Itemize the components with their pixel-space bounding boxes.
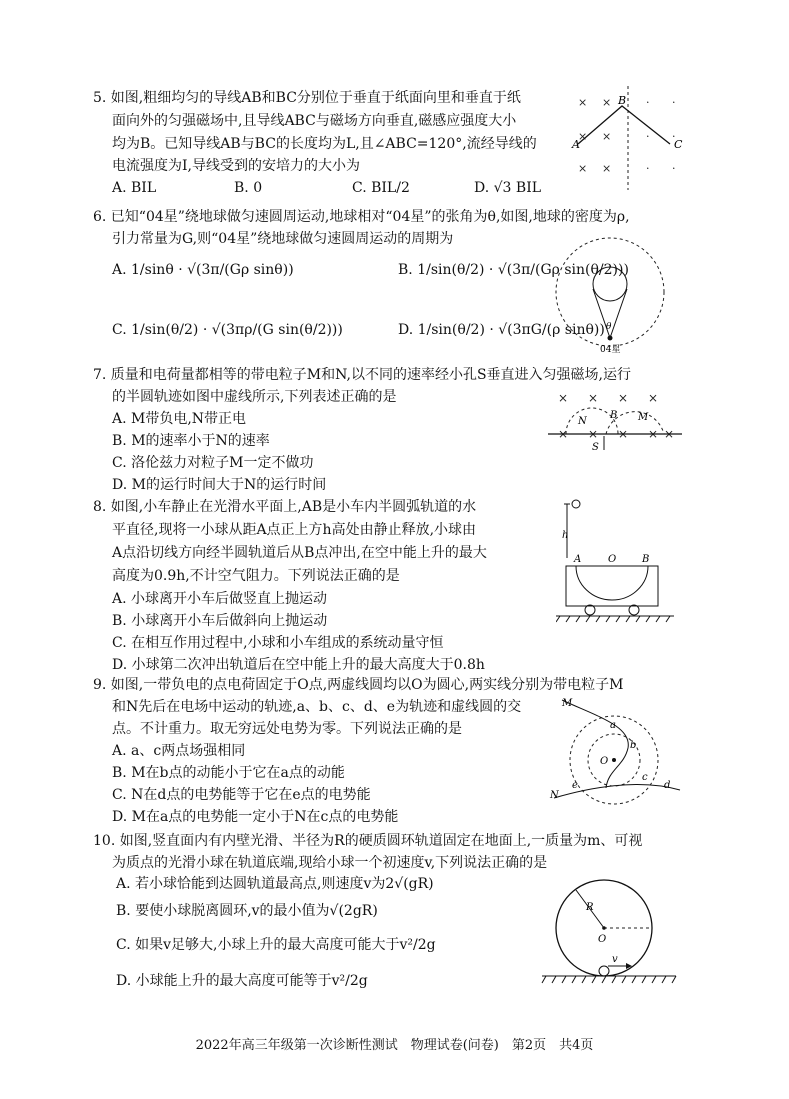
svg-text:×: × bbox=[648, 391, 659, 405]
svg-text:×: × bbox=[558, 391, 569, 405]
q10-label-o: O bbox=[598, 934, 607, 945]
q7-label-n: N bbox=[578, 416, 587, 427]
q6-option-a: A. 1/sinθ · √(3π/(Gρ sinθ)) bbox=[112, 262, 294, 278]
q8-label-h: h bbox=[562, 530, 569, 541]
svg-text:×: × bbox=[578, 96, 588, 109]
svg-text:·: · bbox=[672, 130, 676, 143]
q9-line-2: 和N先后在电场中运动的轨迹,a、b、c、d、e为轨迹和虚线圆的交 bbox=[112, 699, 522, 715]
q9-option-a: A. a、c两点场强相同 bbox=[112, 743, 246, 759]
svg-text:×: × bbox=[602, 130, 612, 143]
q5-option-a: A. BIL bbox=[112, 180, 157, 196]
q10-option-d: D. 小球能上升的最大高度可能等于v²/2g bbox=[116, 973, 368, 989]
q6-line-2: 引力常量为G,则“04星”绕地球做匀速圆周运动的周期为 bbox=[112, 231, 454, 247]
q7-option-a: A. M带负电,N带正电 bbox=[112, 411, 247, 427]
svg-text:·: · bbox=[672, 162, 676, 175]
q6-line-1: 6. 已知“04星”绕地球做匀速圆周运动,地球相对“04星”的张角为θ,如图,地球的密度为ρ, bbox=[93, 209, 630, 225]
svg-text:×: × bbox=[602, 162, 612, 175]
svg-text:×: × bbox=[602, 96, 612, 109]
q7-line-1: 7. 质量和电荷量都相等的带电粒子M和N,以不同的速率经小孔S垂直进入匀强磁场,运行 bbox=[93, 367, 631, 383]
q9-label-a: a bbox=[610, 720, 616, 731]
q7-label-m: M bbox=[638, 412, 649, 423]
page-footer: 2022年高三年级第一次诊断性测试 物理试卷(问卷) 第2页 共4页 bbox=[195, 1038, 594, 1053]
q8-option-a: A. 小球离开小车后做竖直上抛运动 bbox=[112, 591, 328, 607]
q5-label-a: A bbox=[572, 138, 580, 151]
q9-label-m: M bbox=[562, 698, 573, 709]
q10-figure bbox=[540, 878, 680, 990]
q5-option-b: B. 0 bbox=[234, 180, 263, 196]
q9-label-n: N bbox=[550, 790, 559, 801]
q9-label-o: O bbox=[600, 756, 609, 767]
svg-text:·: · bbox=[646, 130, 650, 143]
q7-line-2: 的半圆轨迹如图中虚线所示,下列表述正确的是 bbox=[112, 389, 397, 405]
q9-label-b: b bbox=[630, 740, 637, 751]
q5-label-c: C bbox=[674, 138, 683, 151]
q10-option-b: B. 要使小球脱离圆环,v的最小值为√(2gR) bbox=[116, 903, 378, 919]
q5-line-4: 电流强度为I,导线受到的安培力的大小为 bbox=[112, 158, 360, 174]
q6-figure bbox=[552, 234, 672, 356]
q9-line-3: 点。不计重力。取无穷远处电势为零。下列说法正确的是 bbox=[112, 721, 462, 737]
q7-option-d: D. M的运行时间大于N的运行时间 bbox=[112, 477, 327, 493]
q8-option-c: C. 在相互作用过程中,小球和小车组成的系统动量守恒 bbox=[112, 635, 444, 651]
q9-label-e: e bbox=[572, 780, 578, 791]
q9-label-c: c bbox=[642, 772, 648, 783]
q5-label-b: B bbox=[618, 94, 627, 107]
svg-text:×: × bbox=[618, 391, 629, 405]
svg-text:×: × bbox=[618, 427, 629, 441]
q8-option-d: D. 小球第二次冲出轨道后在空中能上升的最大高度大于0.8h bbox=[112, 657, 485, 673]
q8-label-b: B bbox=[642, 554, 650, 565]
q9-label-d: d bbox=[664, 780, 671, 791]
q5-option-d: D. √3 BIL bbox=[474, 180, 542, 196]
q10-option-c: C. 如果v足够大,小球上升的最大高度可能大于v²/2g bbox=[116, 937, 436, 953]
q8-line-2: 平直径,现将一小球从距A点正上方h高处由静止释放,小球由 bbox=[112, 522, 477, 538]
q8-label-a: A bbox=[574, 554, 582, 565]
svg-text:×: × bbox=[578, 130, 588, 143]
q9-option-d: D. M在a点的电势能一定小于N在c点的电势能 bbox=[112, 809, 399, 825]
q5-figure bbox=[570, 84, 690, 194]
svg-text:×: × bbox=[664, 427, 675, 441]
q10-label-v: v bbox=[612, 954, 618, 965]
q9-option-c: C. N在d点的电势能等于它在e点的电势能 bbox=[112, 787, 371, 803]
q8-line-1: 8. 如图,小车静止在光滑水平面上,AB是小车内半圆弧轨道的水 bbox=[93, 499, 477, 515]
svg-text:×: × bbox=[588, 391, 599, 405]
svg-text:×: × bbox=[648, 427, 659, 441]
q8-line-3: A点沿切线方向经半圆轨道后从B点冲出,在空中能上升的最大 bbox=[112, 545, 487, 561]
svg-text:×: × bbox=[588, 427, 599, 441]
q8-option-b: B. 小球离开小车后做斜向上抛运动 bbox=[112, 613, 328, 629]
q5-option-c: C. BIL/2 bbox=[352, 180, 410, 196]
q7-figure bbox=[546, 388, 686, 454]
q6-theta-label: θ bbox=[606, 322, 612, 332]
svg-text:·: · bbox=[646, 96, 650, 109]
q7-label-s: S bbox=[592, 442, 599, 453]
q8-line-4: 高度为0.9h,不计空气阻力。下列说法正确的是 bbox=[112, 568, 400, 584]
q8-figure bbox=[556, 498, 676, 624]
q7-option-b: B. M的速率小于N的速率 bbox=[112, 433, 270, 449]
q6-option-b: B. 1/sin(θ/2) · √(3π/(Gρ sin(θ/2))) bbox=[398, 262, 629, 278]
q6-sat-label: 04星 bbox=[600, 345, 621, 355]
q8-label-o: O bbox=[608, 554, 617, 565]
svg-text:·: · bbox=[646, 162, 650, 175]
q10-line-1: 10. 如图,竖直面内有内壁光滑、半径为R的硬质圆环轨道固定在地面上,一质量为m、可视 bbox=[93, 833, 643, 849]
q6-option-d: D. 1/sin(θ/2) · √(3πG/(ρ sinθ)) bbox=[398, 322, 605, 338]
q6-option-c: C. 1/sin(θ/2) · √(3πρ/(G sin(θ/2))) bbox=[112, 322, 343, 338]
q10-line-2: 为质点的光滑小球在轨道底端,现给小球一个初速度v,下列说法正确的是 bbox=[112, 855, 548, 871]
svg-text:×: × bbox=[558, 427, 569, 441]
q7-label-b: B bbox=[610, 410, 618, 421]
q7-option-c: C. 洛伦兹力对粒子M一定不做功 bbox=[112, 455, 314, 471]
q9-figure bbox=[548, 692, 688, 810]
svg-text:·: · bbox=[672, 96, 676, 109]
q9-option-b: B. M在b点的动能小于它在a点的动能 bbox=[112, 765, 345, 781]
q5-line-3: 均为B。已知导线AB与BC的长度均为L,且∠ABC=120°,流经导线的 bbox=[112, 136, 537, 152]
q5-line-2: 面向外的匀强磁场中,且导线ABC与磁场方向垂直,磁感应强度大小 bbox=[112, 113, 517, 129]
q5-line-1: 5. 如图,粗细均匀的导线AB和BC分别位于垂直于纸面向里和垂直于纸 bbox=[93, 90, 521, 106]
q9-line-1: 9. 如图,一带负电的点电荷固定于O点,两虚线圆均以O为圆心,两实线分别为带电粒子M bbox=[93, 677, 624, 693]
q10-label-r: R bbox=[586, 902, 594, 913]
svg-text:×: × bbox=[578, 162, 588, 175]
q10-option-a: A. 若小球恰能到达圆轨道最高点,则速度v为2√(gR) bbox=[116, 876, 434, 892]
